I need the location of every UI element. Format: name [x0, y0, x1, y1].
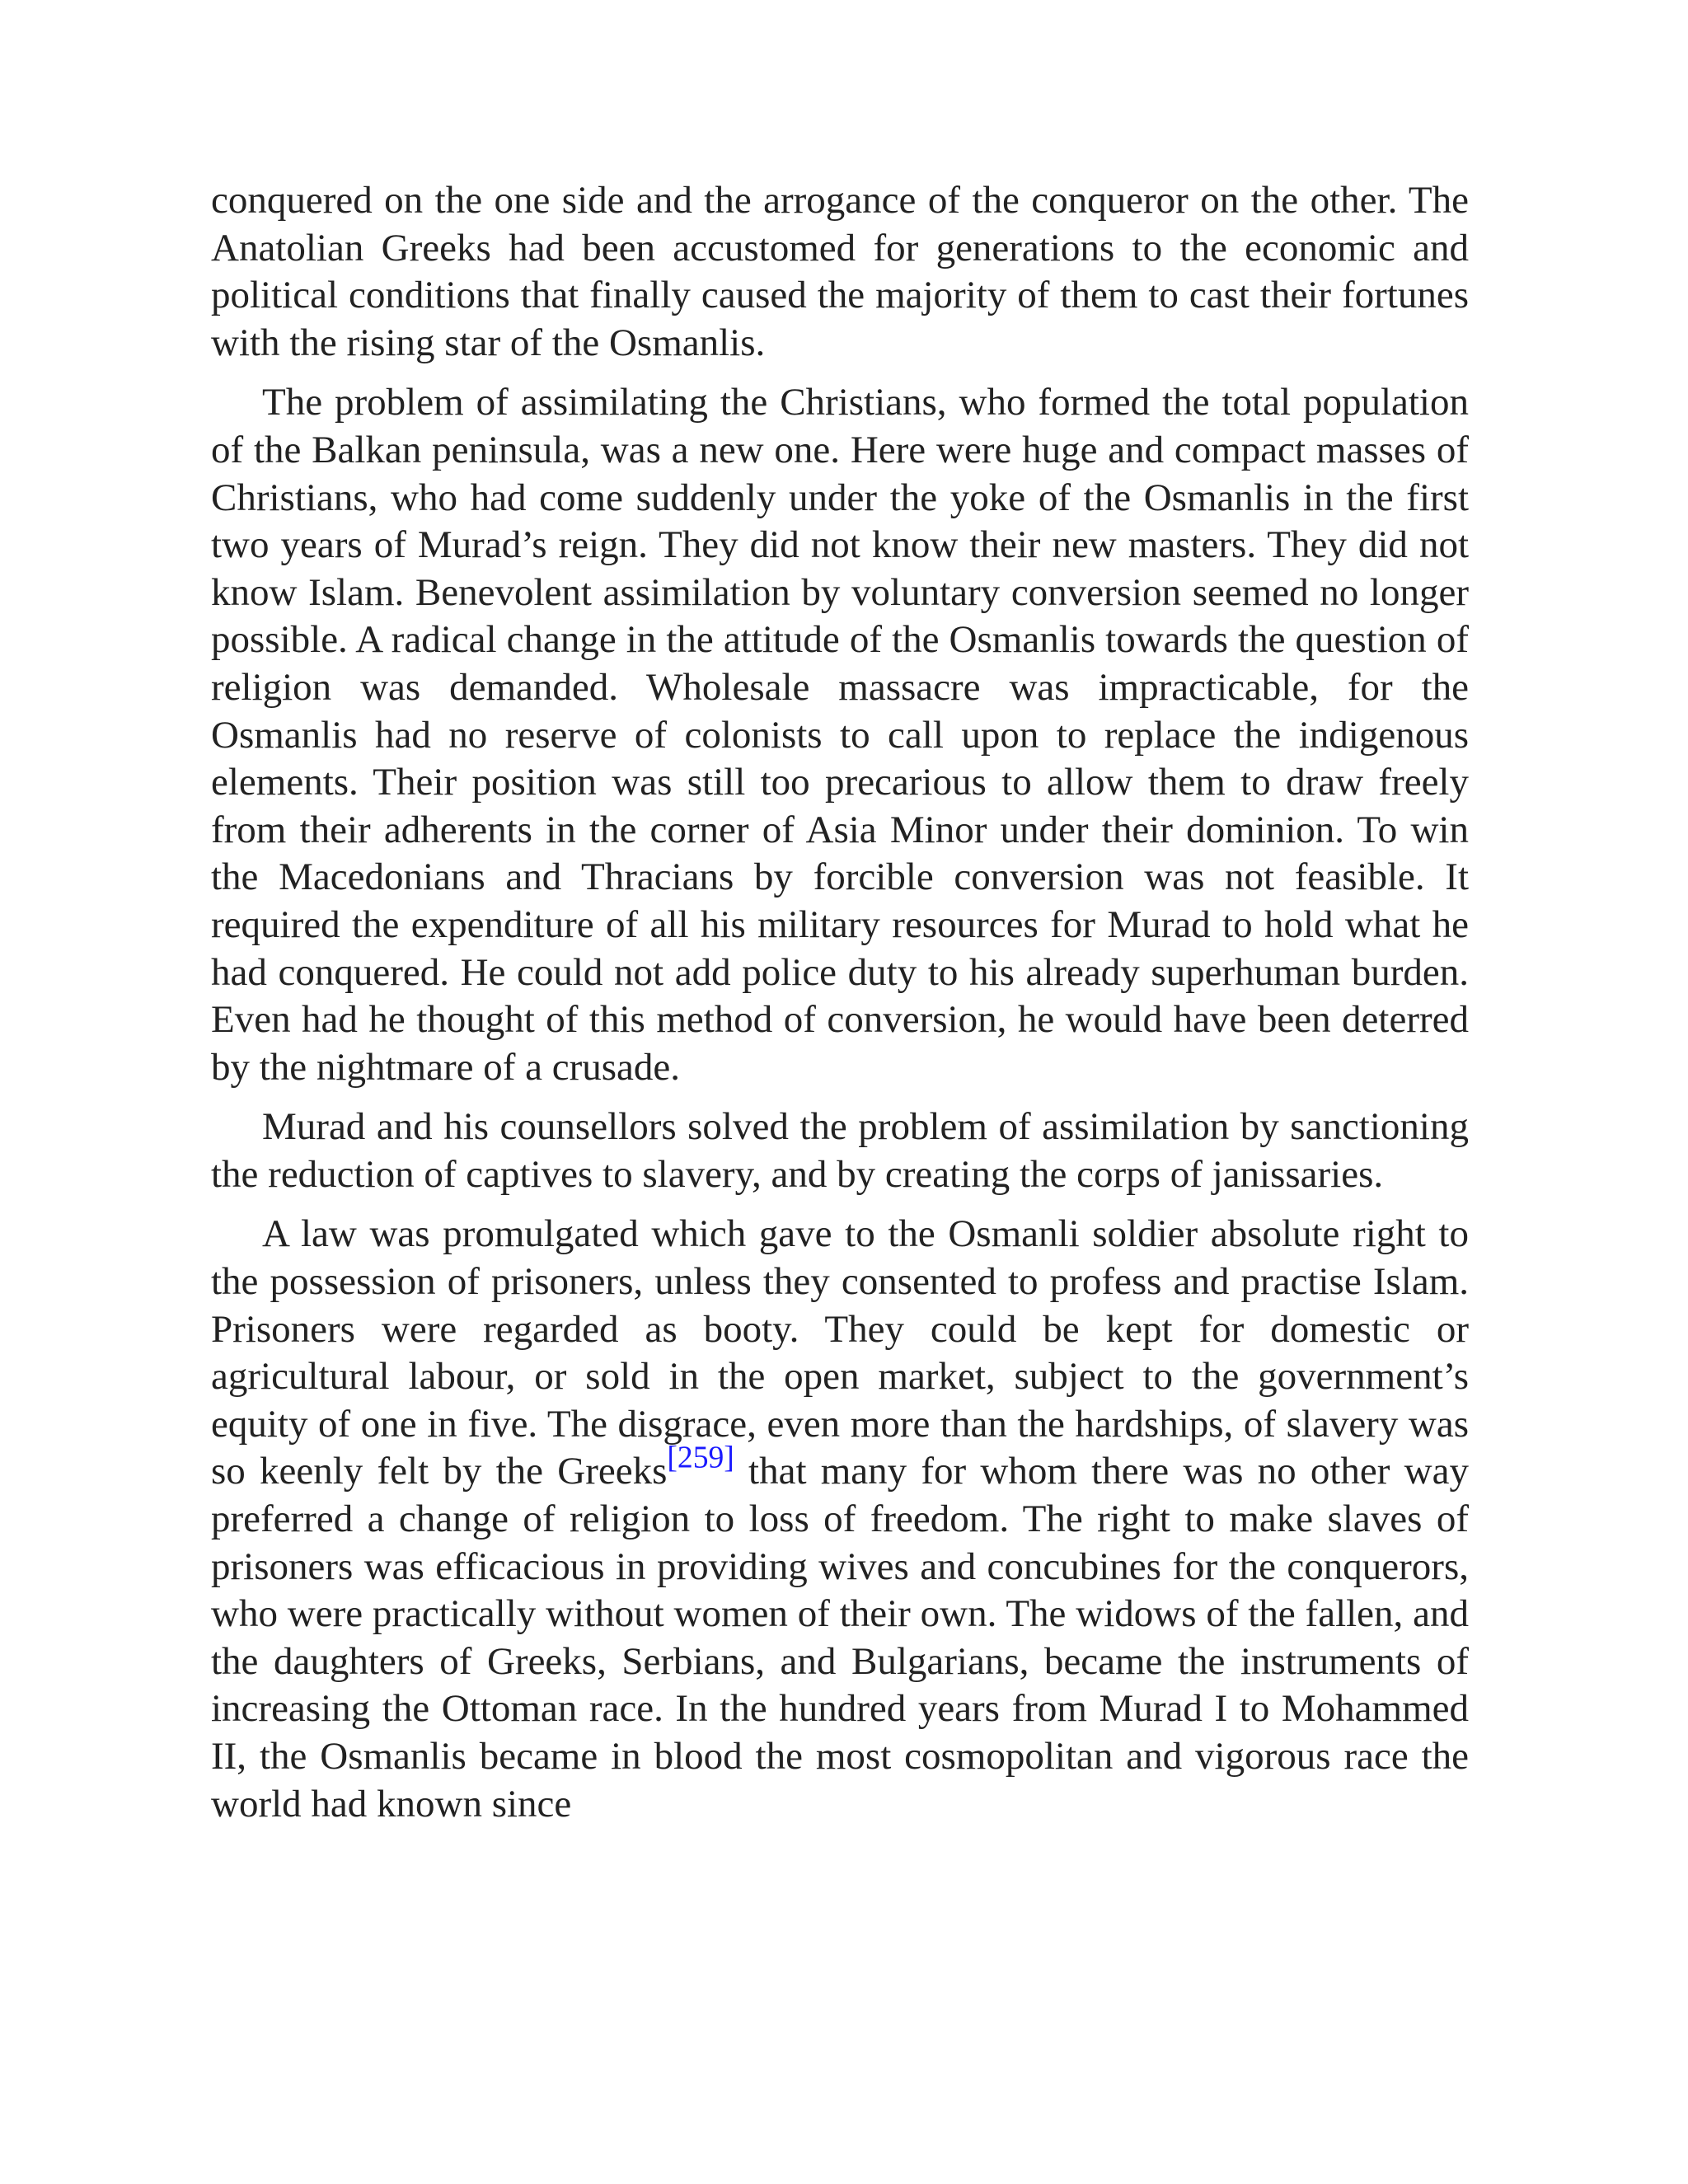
paragraph-murad-solution: Murad and his counsellors solved the problem of assimilation by sanctioning the reduction of captives to slavery, and by creating the corps of janissaries.: [211, 1105, 1469, 1196]
book-page: [211, 177, 1469, 1840]
paragraph-continued: conquered on the one side and the arrogance of the conqueror on the other. The Anatolian Greeks had been accustomed for generations to the economic and political conditions that finally caused the majority of them to cast their fortunes with the rising star of the Osmanlis.: [211, 179, 1469, 364]
paragraph-text-after-footnote: that many for whom there was no other way preferred a change of religion to loss of freedom. The right to make slaves of prisoners was efficacious in providing wives and concubines for the conquerors, who were practically without women of their own. The widows of the fallen, and the daughters of Greeks, Serbians, and Bulgarians, became the instruments of increasing the Ottoman race. In the hundred years from Murad I to Mohammed II, the Osmanlis became in blood the most cosmopolitan and vigorous race the world had known since: [211, 1450, 1469, 1825]
paragraph-slavery-law: [211, 1211, 1469, 1828]
paragraph-assimilation-problem: The problem of assimilating the Christians, who formed the total population of the Balkan peninsula, was a new one. Here were huge and compact masses of Christians, who had come suddenly under the yoke of the Osmanlis in the first two years of Murad’s reign. They did not know their new masters. They did not know Islam. Benevolent assimilation by voluntary conversion seemed no longer possible. A radical change in the attitude of the Osmanlis towards the question of religion was demanded. Wholesale massacre was impracticable, for the Osmanlis had no reserve of colonists to call upon to replace the indigenous elements. Their position was still too precarious to allow them to draw freely from their adherents in the corner of Asia Minor under their dominion. To win the Macedonians and Thracians by forcible conversion was not feasible. It required the expenditure of all his military resources for Murad to hold what he had conquered. He could not add police duty to his already superhuman burden. Even had he thought of this method of conversion, he would have been deterred by the nightmare of a crusade.: [211, 381, 1469, 1089]
footnote-link-259[interactable]: [259]: [667, 1441, 734, 1475]
paragraph-text-before-footnote: A law was promulgated which gave to the Osmanli soldier absolute right to the possession of prisoners, unless they consented to profess and practise Islam. Prisoners were regarded as booty. They could be kept for domestic or agricultural labour, or sold in the open market, subject to the government’s equity of one in five. The disgrace, even more than the hardships, of slavery was so keenly felt by the Greeks: [211, 1212, 1469, 1493]
